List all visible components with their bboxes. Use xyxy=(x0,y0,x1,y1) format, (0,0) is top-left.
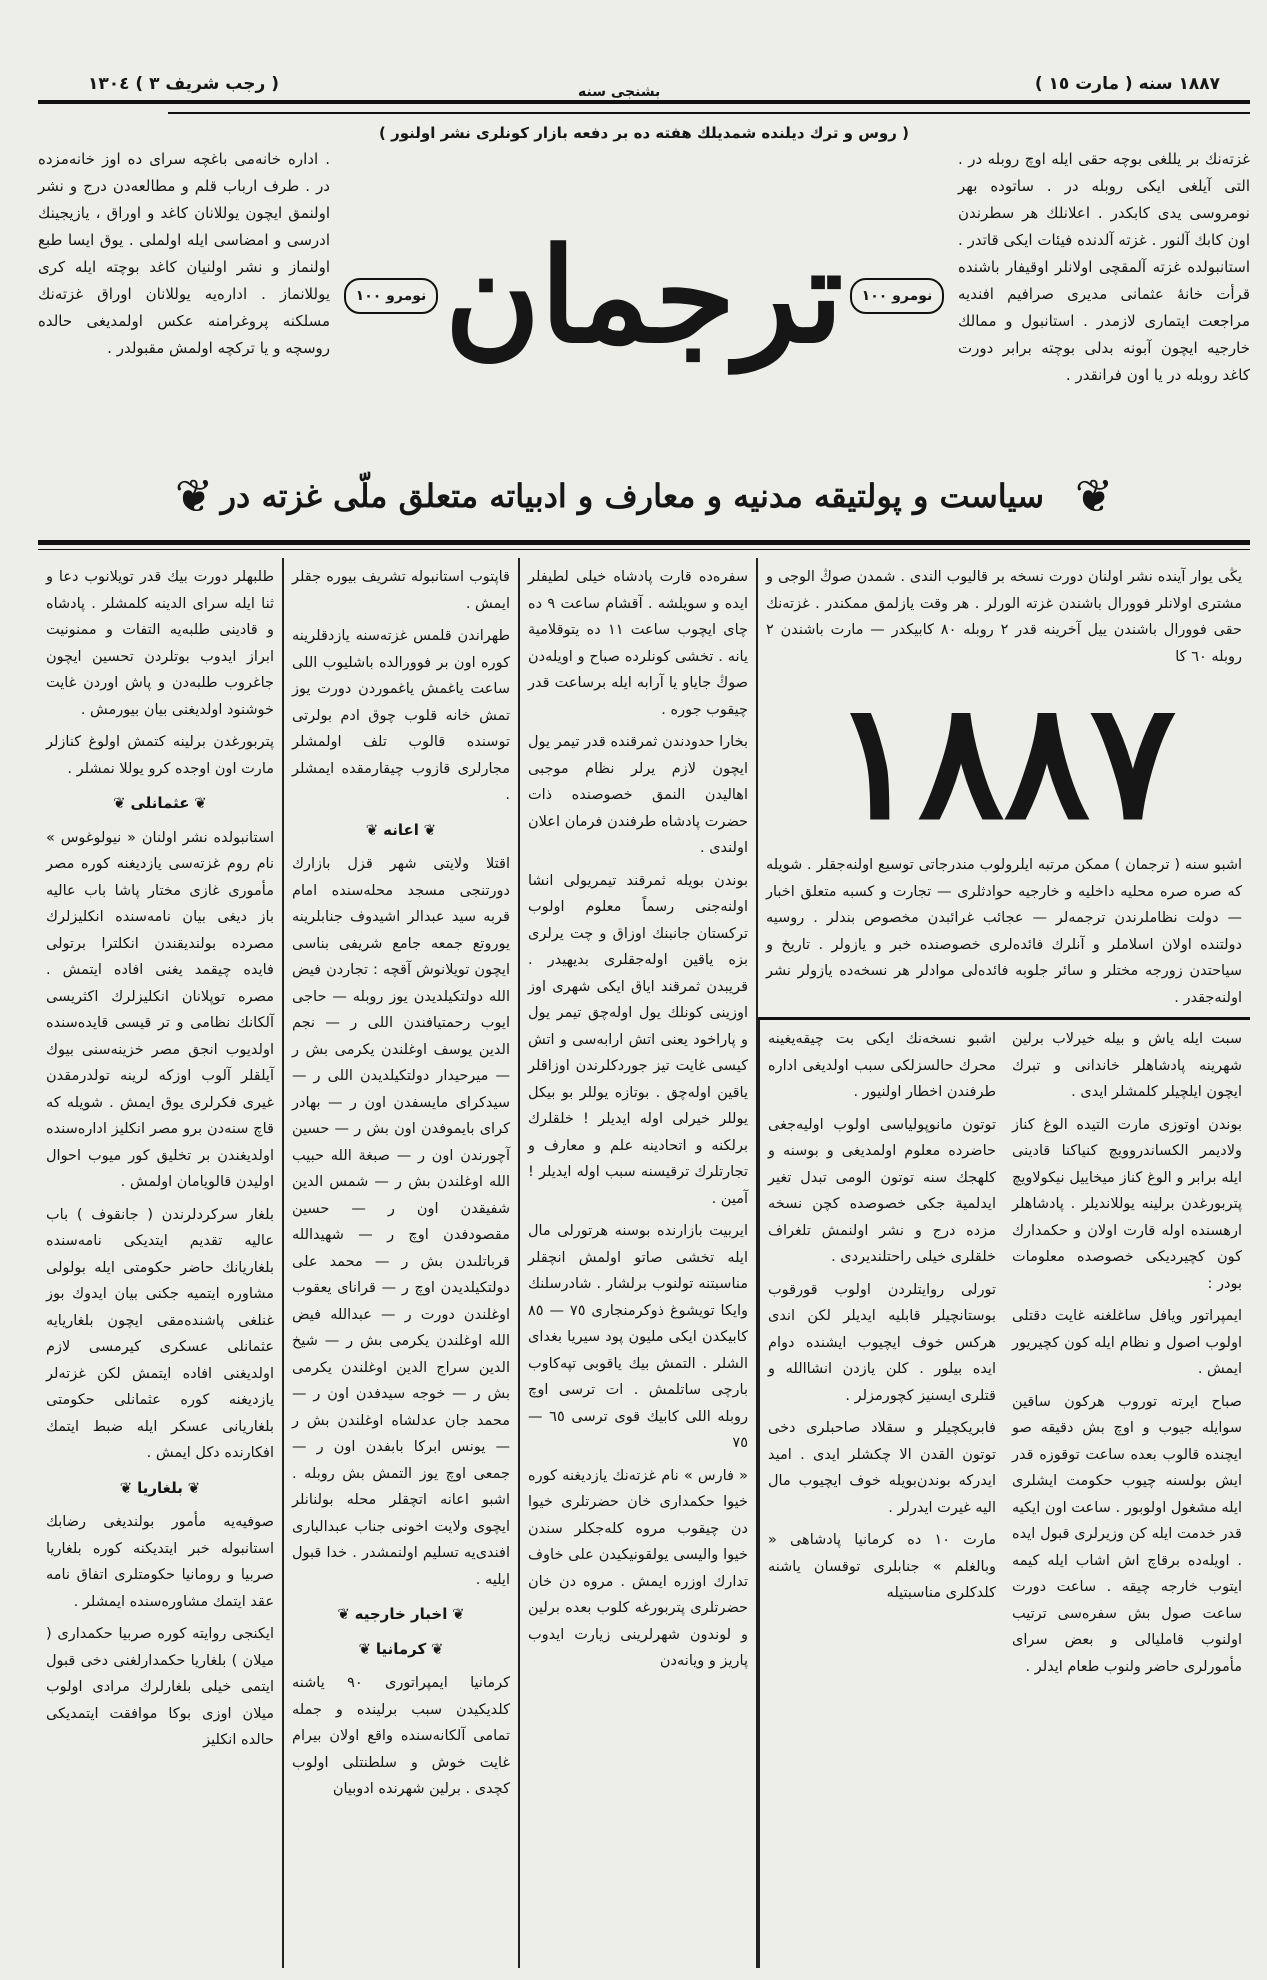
column-3 xyxy=(518,558,758,1968)
article-paragraph: سبت ايله ياش و بيله خيرلاب برلين شهرينه پادشاهلر خاندانى و تبرك ايچون ايلچيلر كلمشلر ايدى . xyxy=(1012,1031,1242,1100)
subtitle-row xyxy=(38,460,1250,532)
article-paragraph: بخارا حدودندن ثمرقنده قدر تيمر يول ايچون لازم يرلر نظام موجبى اهاليدن النمق خصوصنده ذات حضرت پادشاه طرفندن فرمان اعلان اولندى . xyxy=(528,734,748,856)
masthead-rule xyxy=(38,540,1250,545)
article-paragraph: طلبهلر دورت بيك قدر تويلانوب دعا و ثنا ايله سراى الدينه كلمشلر . پادشاه و قادينى طلبه‌يه التفات و ممنونيت ابراز ايدوب بوتلردن تحسين ايچون جاغروب طلبه‌دن و پاش اوردن غايت خوشنود اولديغنى بيان بيورمش . xyxy=(46,569,274,718)
article-paragraph: مارت ١٠ ده كرمانيا پادشاهى « وبالغلم » جنابلرى توقسان ياشنه كلدكلرى مناسبتيله xyxy=(768,1532,996,1601)
hijri-date: ( رجب شريف ٣ ) ١٣٠٤ xyxy=(88,74,279,94)
masthead-center xyxy=(344,146,944,446)
column-5 xyxy=(758,1020,1004,1968)
article-paragraph: قاپتوب استانبوله تشريف بيوره جقلر ايمش . xyxy=(292,569,510,612)
masthead-rule-thin xyxy=(38,549,1250,550)
article-paragraph: سفره‌ده قارت پادشاه خيلى لطيفلر ايده و سويلشه . آقشام ساعت ٩ ده چاى ايچوب ساعت ١١ ده يتوقلامية يانه . تخشى كونلرده صباح و اويله‌دن صوڭ جاياو يا آرابه ايله برساعت قدر چيقوب جوره . xyxy=(528,569,748,718)
column-1 xyxy=(38,558,282,1968)
article-paragraph: فابريكچيلر و سقلاد صاحبلرى دخى توتون القدن الا چكشلر ايدى . اميد ايدركه بوندن‌بويله خوف ايچيوب مال اليه غيرت ايدرلر . xyxy=(768,1420,996,1516)
dateline xyxy=(38,0,1250,100)
section-heading: ❦ بلغاريا ❦ xyxy=(46,1475,274,1502)
article-paragraph: بوندن اوتوزى مارت التيده الوغ كناز ولاديمر الكساندروويچ كنياكنا قادينى ايله برابر و الوغ كناز ميخاييل نيكولاويچ پتربورغدن برلينه يوللانديلر . پادشاهلر ارهسنده اوله قارت اولان و حكمدارك كون كچيرديكى خصوصده معلومات بودر : xyxy=(1012,1116,1242,1292)
top-rule xyxy=(38,100,1250,104)
masthead xyxy=(38,146,1250,446)
column-2 xyxy=(282,558,518,1968)
column-4 xyxy=(1004,1020,1250,1968)
article-paragraph: ايربيت بازارنده بوسنه هرتورلى مال ايله تخشى صاتو اولمش انچقلر مناسبتنه تولنوب برلشار . شادرسلنك وايكا تويشوغ ذوكرمنجارى ٧٥ — ٨٥ كابيكدن ايكى مليون پود سيريا بغداى الشلر . التمش بيك ياقوبى تپه‌كاوب بارچى ساتلمش . ات ترسى اوچ روبله اللى كابيك قوى ترسى ٦٥ — ٧٥ xyxy=(528,1223,749,1451)
article-paragraph: ايمپراتور ويافل ساغلغنه غايت دقتلى اولوب اصول و نظام ايله كون كچيريور ايمش . xyxy=(1012,1308,1242,1377)
issue-number-right: نومرو ١٠٠ xyxy=(850,278,944,314)
big-year: ١٨٨٧ xyxy=(832,667,1176,855)
editorial-info: . اداره خانه‌مى باغچه سراى ده اوز خانه‌مزده در . طرف ارباب قلم و مطالعه‌دن درج و نشر اولنمق ايچون يوللانان كاغد و اوراق ، يازيجينك ادرسى و امضاسى ايله اولملى . يوق ايسا طبع اولنماز و نشر اولنيان كاغد بوچته ايله كرى يوللانماز . اداره‌يه يوللانان اوراق غزته‌نك مسلكنه پروغرامنه عكس اولمديغى حالده روسچه و يا تركچه اولمش مقبولدر . xyxy=(38,150,330,357)
article-paragraph: ايكنجى روايته كوره صربيا حكمدارى ( ميلان ) بلغاريا حكمدارلغنى دخى قبول ايتمى خيلى بلغارلرك مرادى اولوب ميلان اوزى بوكا موافقت ايتمديكى حالده انكليز xyxy=(46,1626,274,1748)
year-label: بشنجى سنه xyxy=(578,84,661,100)
gregorian-date: ١٨٨٧ سنه ( مارت ١٥ ) xyxy=(1034,74,1220,94)
newspaper-page xyxy=(38,0,1250,1968)
right-section xyxy=(758,558,1250,1968)
section-heading: ❦ اعانه ❦ xyxy=(292,817,510,844)
article-paragraph: طهراندن قلمس غزته‌سنه يازدقلرينه كوره اون بر فوورالده باشليوب اللى ساعت ياغمش ياغموردن دورت يوز تمش خانه قلوب چوق ادم بولرتى توسنده قالوب تلف اولمشلر مجارلرى قازوب چيقارمقده ايمشلر . xyxy=(292,628,510,803)
body-columns xyxy=(38,558,1250,1968)
frequency-note: ( روس و ترك ديلنده شمديلك هفته ده بر دفعه بازار كونلرى نشر اولنور ) xyxy=(379,124,909,142)
top-rule-thin xyxy=(168,112,1250,114)
subscription-info: غزته‌نك بر يللغى بوچه حقى ايله اوچ روبله در . التى آيلغى ايكى روبله در . ساتوده بهر نومروسى يدى كابكدر . اعلانلك هر سطرندن اون كابك آلنور . غزته آلدنده فيئات ايكى قاتدر . استانبولده غزته آلمقچى اولانلر اوقيفار باشنده قرأت خانهٔ عثمانى مديرى صرافيم افنديه مراجعت ايتمارى لازمدر . استانبول و ممالك خارجيه ايچون آبونه بدلى بوچته برابر دورت كاغد روبله در يا اون فرانقدر . xyxy=(958,150,1250,384)
article-paragraph: پتربورغدن برلينه كتمش اولوغ كنازلر مارت اون اوجده كرو يوللا نمشلر . xyxy=(46,734,274,777)
article-paragraph: بوندن بويله ثمرقند تيمريولى انشا اولنه‌جنى رسماً معلوم اولوب تركستان جانبنك اوزاق و چت يرلرى بزه ياقين اوله‌جقلرى بديهيدر . قريبدن ثمرقند اياق ايكى شهرى اوز اوزينى كونلك يول اوله‌چق تيمر يول و پاراخود يعنى اتش ارابه‌سى و اتش كيسى غايت تيز جوردكلرندن اوزاقلر ياقين اوله‌چق . بوتازه يوللر بو بيكل يوللر خيرلى اوله ايديلر ! خلقلرك برلكنه و اتحادينه علم و معارف و تجارتلرك ترقيسنه سبب اوله ايديلر ! آمين . xyxy=(528,872,748,1207)
ornament-right-icon: ❦ xyxy=(1074,469,1114,523)
article-paragraph: صوفيه‌يه مأمور بولنديغى رضابك استانبوله خبر ايتديكنه كوره بلغاريا صربيا و رومانيا حكومتلرى اتفاق نامه عقد ايتمك مشاوره‌سنده ايمشلر . xyxy=(46,1514,274,1610)
article-paragraph: تورلى روايتلردن اولوب قورقوب بوستانچيلر قابليه ايديلر لكن اندى هركس خوف ايچيوب ايشنده دوام ايده بيلور . كلن يازدن انشاالله و قتلرى ايسنيز كچورمزلر . xyxy=(768,1281,996,1404)
article-paragraph: كرمانيا ايمپراتورى ٩٠ ياشنه كلديكيدن سبب برلينده و جمله تمامى آلكانه‌سنده واقع اولان بيرام غايت خوش و سلطنتلى اولوب كچدى . برلين شهرنده ادوبيان xyxy=(292,1675,510,1797)
section-heading: ❦ كرمانيا ❦ xyxy=(292,1636,510,1663)
section-heading: ❦ اخبار خارجيه ❦ xyxy=(292,1601,510,1628)
issue-number-left: نومرو ١٠٠ xyxy=(344,278,438,314)
ornament-left-icon: ❦ xyxy=(174,469,214,523)
article-paragraph: صباح ايرته توروب هركون ساقين سوايله جيوب و اوچ بش دقيقه صو ايچنده قالوب بعده ساعت توقوزه قدر ايش بولسنه چيوب حكومت ايشلرى ايله مشغول اولوبور . ساعت اون ايكيه قدر خدمت ايله كن وزيرلرى قبول ايده . اويله‌ده برقاچ اش اشاب ايله كيمه ايتوب خارجه چيقه . ساعت دورت ساعت صول بش سفره‌سى ترتيب اولنوب قامليالى و بعض سراى مأمورلرى حاضر ولنوب طعام ايدلر . xyxy=(1012,1393,1242,1675)
article-paragraph: اشبو نسخه‌نك ايكى بت چيقه‌يغينه محرك حالسزلكى سبب اولديغى اداره طرفندن اخطار اولنيور . xyxy=(768,1031,996,1100)
article-paragraph: استانبولده نشر اولنان « نيولوغوس » نام روم غزته‌سى يازديغنه كوره مصر مأمورى غازى مختار پاشا باب عاليه باز ديغى بيان نامه‌سنده انكليزلرك مصرده بولنديقندن انكلترا برتولى فايده چيقمد يغنى افاده ايتمش . مصره توپلانان انكليزلرك اكثريسى آلكانك نظامى و تر قيسى قايده‌سنده اولديوب انجق مصر خزينه‌سنى بيوك آيلقلر آلوب اوزكه لرينه تولدرمقدن غيرى فكرلرى يوق ايمش . شويله كه قاچ سنه‌دن برو مصر انكليز اداره‌سنده اولديغندن بر تخليق كور ميوب احوال اوليدن قالويامان اولمش . xyxy=(46,829,274,1190)
article-paragraph: اقتلا ولايتى شهر قزل بازارك دورتنجى مسجد محله‌سنده امام قربه سيد عبدالر اشيدوف جنابلرينه يوروتع جمعه جامع شريفى بناسى ايچون تويلانوش آقچه : تجاردن فيض الله دولتكيلديدن يوز روبله — حاجى ايوب رحمتيافندن اللى ر — نجم الدين يوسف اوغلندن يكرمى بش ر — ميرحيدار دولتكيلديدن اللى ر — سيدكراى مايسفدن اون ر — بهادر كراى بايموفدن اون بش ر — حسين آچورندن اون ر — صبغة الله حبيب الله اوغلندن بش ر — شمس الدين شفيقدن اون ر — حسين مقصودفدن اوچ ر — شهيدالله قرباتلىدن بش ر — محمد على دولتكيلديدن اوچ ر — قرانای يعقوب اوغلندن دورت ر — عبدالله فيض الله اوغلندن يكرمى بش ر — شيخ الدين سراج الدين اوغلندن يكرمى بش ر — خوجه سيدفدن اون ر — محمد جان عدلشاه اوغلندن بش ر — يونس ابركا بابفدن اون ر — جمعى اوچ يوز التمش بش روبله . اشبو اعانه اتچقلر محله بولنانلر ايچوى ولايت اخونى جناب عبدالبارى افندى‌يه تسليم اولنمشدر . خدا قبول ايليه . xyxy=(292,856,510,1588)
article-paragraph: توتون مانوپولياسى اولوب اوليه‌جغى حاضرده معلوم اولمديغى و بوسنه و كلهجك سنه توتون الومى تبدل تغير ايدلمية جكى خصوصده كچن نسخه مزده درج و نشر اولنمش تلغراف خلقلرى خيلى راحتلنديردى . xyxy=(768,1116,996,1265)
masthead-title: ترجمان xyxy=(444,219,844,372)
article-paragraph: « فارس » نام غزته‌نك يازديغنه كوره خيوا حكمدارى خان حضرتلرى خيوا دن چيقوب مروه كله‌جكلر سندن خيوا والیسى يولقونيكيدن على خاوف تدارك اوزره ايمش . مروه دن خان حضرتلرى پتربورغه كلوب بعده برلين و لوندون شهرلرينى زيارت ايدوب پاريز و ويانه‌دن xyxy=(528,1467,748,1669)
article-paragraph: بلغار سركردلرندن ( جانقوف ) باب عاليه تقديم ايتديكى نامه‌سنده بلغاريانك حاضر حكومتى ايله بولولى مشاوره ايتميه جكنى بيان ايدوك بوز غنلغى پاشنده‌مقى ايچون بلغاريايه عثمانلى عسكرى كيرمسى لازم اولديغنى افاده ايتمش لكن غزته‌لر يازديغنه كوره عثمانلى حكومتى بلغاريانى عسكر ايله ضبط ايتمك افكارنده دكل ايمش . xyxy=(46,1206,274,1461)
subtitle-banner: سياست و پولتيقه مدنيه و معارف و ادبياته متعلق ملّى غزته در xyxy=(220,477,1044,515)
lower-columns xyxy=(758,1017,1250,1968)
section-heading: ❦ عثمانلى ❦ xyxy=(46,790,274,817)
year-article: اشبو سنه ( ترجمان ) ممكن مرتبه ايلرولوب مندرجاتى توسيع اولنه‌جقلر . شويله كه صره صره محليه داخليه و خارجيه حوادثلرى — تجارت و كسبه متعلق اخبار — دولت نظاملرندن ترجمه‌لر — عجائب غرائبدن مخصوص بندلر . روسيه دولتنده اولان اسلاملر و آنلرك فائده‌لرى خصوصنده خبر و يازولر . تاريخ و سياحتدن زورجه مختلر و سائر جلوبه فائده‌لى موادلر هر نسخه‌ده يازولر نشر اولنه‌جقدر . xyxy=(766,857,1242,1006)
subscription-notice: يڭى يوار آينده نشر اولنان دورت نسخه بر قاليوب الندى . شمدن صوڭ الوجى و مشترى اولانلر فوورال باشندن غزته الورلر . هر وقت يازلمق ممكندر . غزته‌نك حقى فوورال باشندن ييل آخرينه قدر ٢ روبله ٨٠ كابيكدر — مارت باشندن ٢ روبله ٦٠ كا xyxy=(766,569,1242,665)
